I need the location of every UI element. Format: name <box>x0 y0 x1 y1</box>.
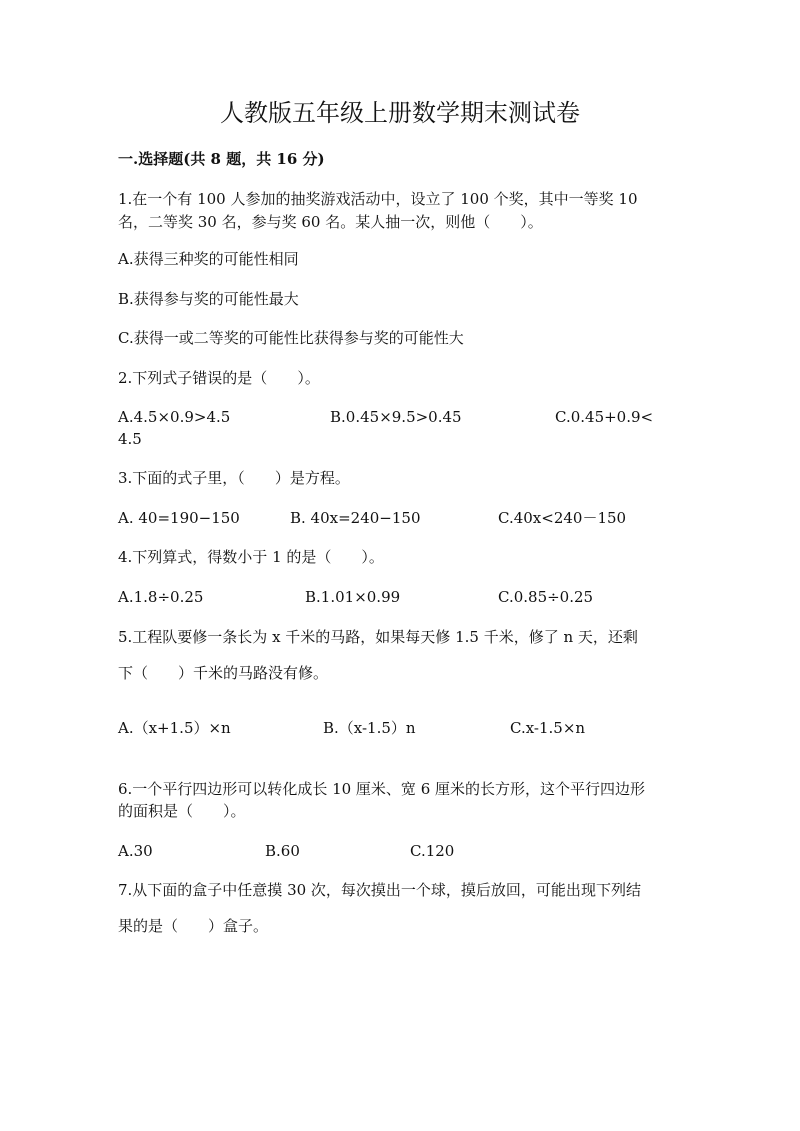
q7-stem-line2: 果的是（ ）盒子。 <box>118 917 269 935</box>
q3-option-c: C.40x<240－150 <box>498 509 627 527</box>
q1-option-b: B.获得参与奖的可能性最大 <box>118 290 299 308</box>
q3-option-b: B. 40x=240−150 <box>290 509 421 527</box>
q3-stem: 3.下面的式子里，（ ）是方程。 <box>118 469 350 487</box>
q5-stem-line2: 下（ ）千米的马路没有修。 <box>118 664 329 682</box>
q1-option-c: C.获得一或二等奖的可能性比获得参与奖的可能性大 <box>118 329 464 347</box>
q5-option-c: C.x-1.5×n <box>510 719 586 737</box>
q2-option-b: B.0.45×9.5>0.45 <box>330 408 462 426</box>
q2-option-a: A.4.5×0.9>4.5 <box>118 408 231 426</box>
q7-stem-line1: 7.从下面的盒子中任意摸 30 次，每次摸出一个球，摸后放回，可能出现下列结 <box>118 881 641 899</box>
q4-option-b: B.1.01×0.99 <box>305 588 401 606</box>
q1-option-a: A.获得三种奖的可能性相同 <box>118 250 299 268</box>
q5-option-a: A.（x+1.5）×n <box>118 719 231 737</box>
q2-option-c-continued: 4.5 <box>118 430 142 448</box>
q1-stem-line2: 名，二等奖 30 名，参与奖 60 名。某人抽一次，则他（ ）。 <box>118 213 543 231</box>
q6-stem-line2: 的面积是（ ）。 <box>118 802 246 820</box>
section-heading: 一.选择题(共 8 题，共 16 分) <box>118 150 325 168</box>
q6-option-b: B.60 <box>265 842 300 860</box>
q5-option-b: B.（x-1.5）n <box>323 719 416 737</box>
q3-option-a: A. 40=190−150 <box>118 509 240 527</box>
q4-option-a: A.1.8÷0.25 <box>118 588 204 606</box>
q6-stem-line1: 6.一个平行四边形可以转化成长 10 厘米、宽 6 厘米的长方形，这个平行四边形 <box>118 780 646 798</box>
q4-option-c: C.0.85÷0.25 <box>498 588 594 606</box>
q6-option-c: C.120 <box>410 842 455 860</box>
q5-stem-line1: 5.工程队要修一条长为 x 千米的马路，如果每天修 1.5 千米，修了 n 天，还剩 <box>118 628 638 646</box>
q2-option-c: C.0.45+0.9< <box>555 408 654 426</box>
q4-stem: 4.下列算式，得数小于 1 的是（ ）。 <box>118 548 384 566</box>
q2-stem: 2.下列式子错误的是（ ）。 <box>118 369 320 387</box>
page-title: 人教版五年级上册数学期末测试卷 <box>220 99 580 127</box>
q6-option-a: A.30 <box>118 842 153 860</box>
q1-stem-line1: 1.在一个有 100 人参加的抽奖游戏活动中，设立了 100 个奖，其中一等奖 10 <box>118 190 638 208</box>
